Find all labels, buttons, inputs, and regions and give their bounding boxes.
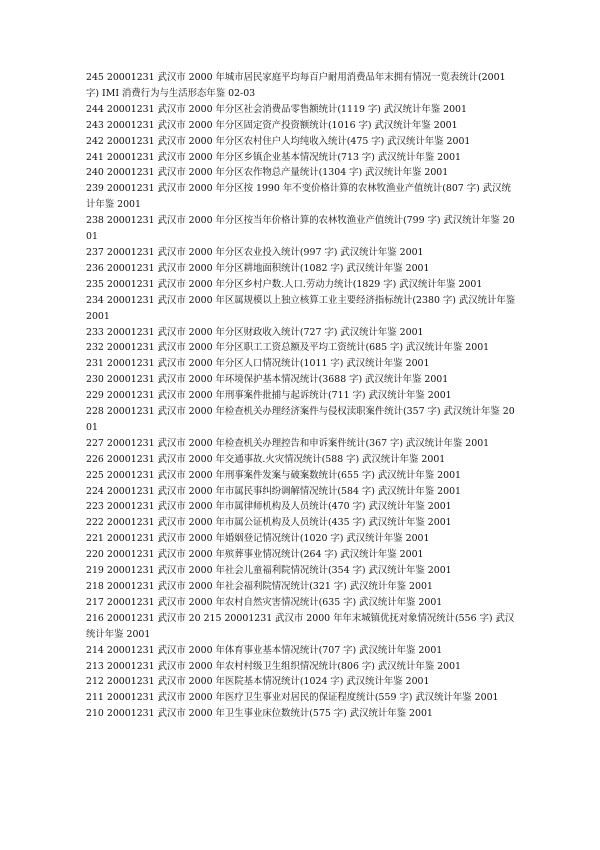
list-item: 225 20001231 武汉市 2000 年刑事案件发案与破案数统计(655 字) 武汉统计年鉴 2001 [86, 469, 462, 481]
list-item: 233 20001231 武汉市 2000 年分区财政收入统计(727 字) 武汉统计年鉴 2001 [86, 326, 424, 338]
list-item: 235 20001231 武汉市 2000 年分区乡村户数.人口.劳动力统计(1829 字) 武汉统计年鉴 2001 [86, 278, 483, 290]
list-item: 216 20001231 武汉市 20 215 20001231 武汉市 2000 年年末城镇优抚对象情况统计(556 字) 武汉统计年鉴 2001 [86, 612, 515, 640]
list-item: 219 20001231 武汉市 2000 年社会儿童福利院情况统计(354 字) 武汉统计年鉴 2001 [86, 565, 452, 577]
list-item: 218 20001231 武汉市 2000 年社会福利院情况统计(321 字) 武汉统计年鉴 2001 [86, 581, 433, 592]
list-item: 238 20001231 武汉市 2000 年分区按当年价格计算的农林牧渔业产值统计(799 字) 武汉统计年鉴 2001 [86, 215, 515, 243]
list-item: 213 20001231 武汉市 2000 年农村村级卫生组织情况统计(806 字) 武汉统计年鉴 2001 [86, 660, 462, 672]
list-item: 228 20001231 武汉市 2000 年检查机关办理经济案件与侵权渎职案件统计(357 字) 武汉统计年鉴 2001 [86, 406, 515, 433]
list-item: 234 20001231 武汉市 2000 年区属规模以上独立核算工业主要经济指标统计(2380 字) 武汉统计年鉴 2001 [86, 294, 516, 322]
document-body [86, 70, 516, 722]
list-item: 212 20001231 武汉市 2000 年医院基本情况统计(1024 字) 武汉统计年鉴 2001 [86, 676, 430, 688]
list-item: 220 20001231 武汉市 2000 年殡葬事业情况统计(264 字) 武汉统计年鉴 2001 [86, 549, 424, 561]
list-item: 232 20001231 武汉市 2000 年分区职工工资总额及平均工资统计(685 字) 武汉统计年鉴 2001 [86, 342, 490, 354]
list-item: 223 20001231 武汉市 2000 年市属律师机构及人员统计(470 字) 武汉统计年鉴 2001 [86, 501, 452, 513]
list-item: 221 20001231 武汉市 2000 年婚姻登记情况统计(1020 字) 武汉统计年鉴 2001 [86, 533, 430, 545]
list-item: 242 20001231 武汉市 2000 年分区农村住户人均纯收入统计(475 字) 武汉统计年鉴 2001 [86, 135, 471, 147]
list-item: 240 20001231 武汉市 2000 年分区农作物总产量统计(1304 字) 武汉统计年鉴 2001 [86, 167, 449, 179]
list-item: 230 20001231 武汉市 2000 年环境保护基本情况统计(3688 字) 武汉统计年鉴 2001 [86, 374, 449, 386]
list-item: 211 20001231 武汉市 2000 年医疗卫生事业对居民的保证程度统计(559 字) 武汉统计年鉴 2001 [86, 692, 499, 704]
list-item: 244 20001231 武汉市 2000 年分区社会消费品零售额统计(1119 字) 武汉统计年鉴 2001 [86, 103, 467, 115]
list-item: 210 20001231 武汉市 2000 年卫生事业床位数统计(575 字) 武汉统计年鉴 2001 [86, 708, 433, 720]
list-item: 243 20001231 武汉市 2000 年分区固定资产投资额统计(1016 字) 武汉统计年鉴 2001 [86, 119, 458, 131]
list-item: 241 20001231 武汉市 2000 年分区乡镇企业基本情况统计(713 字) 武汉统计年鉴 2001 [86, 151, 462, 163]
list-item: 227 20001231 武汉市 2000 年检查机关办理控告和申诉案件统计(367 字) 武汉统计年鉴 2001 [86, 437, 490, 449]
list-item: 237 20001231 武汉市 2000 年分区农业投入统计(997 字) 武汉统计年鉴 2001 [86, 246, 424, 258]
list-item: 229 20001231 武汉市 2000 年刑事案件批捕与起诉统计(711 字) 武汉统计年鉴 2001 [86, 390, 452, 402]
list-item: 214 20001231 武汉市 2000 年体育事业基本情况统计(707 字) 武汉统计年鉴 2001 [86, 644, 443, 656]
list-item: 245 20001231 武汉市 2000 年城市居民家庭平均每百户耐用消费品年末拥有情况一览表统计(2001 字) IMI 消费行为与生活形态年鉴 02-03 [86, 72, 506, 99]
list-item: 239 20001231 武汉市 2000 年分区按 1990 年不变价格计算的农林牧渔业产值统计(807 字) 武汉统计年鉴 2001 [86, 183, 511, 211]
list-item: 224 20001231 武汉市 2000 年市属民事纠纷调解情况统计(584 字) 武汉统计年鉴 2001 [86, 485, 462, 497]
list-item: 236 20001231 武汉市 2000 年分区耕地面积统计(1082 字) 武汉统计年鉴 2001 [86, 262, 430, 274]
list-item: 217 20001231 武汉市 2000 年农村自然灾害情况统计(635 字) 武汉统计年鉴 2001 [86, 596, 443, 608]
list-item: 231 20001231 武汉市 2000 年分区人口情况统计(1011 字) 武汉统计年鉴 2001 [86, 358, 430, 370]
list-item: 226 20001231 武汉市 2000 年交通事故.火灾情况统计(588 字) 武汉统计年鉴 2001 [86, 453, 446, 465]
list-item: 222 20001231 武汉市 2000 年市属公证机构及人员统计(435 字) 武汉统计年鉴 2001 [86, 517, 452, 529]
